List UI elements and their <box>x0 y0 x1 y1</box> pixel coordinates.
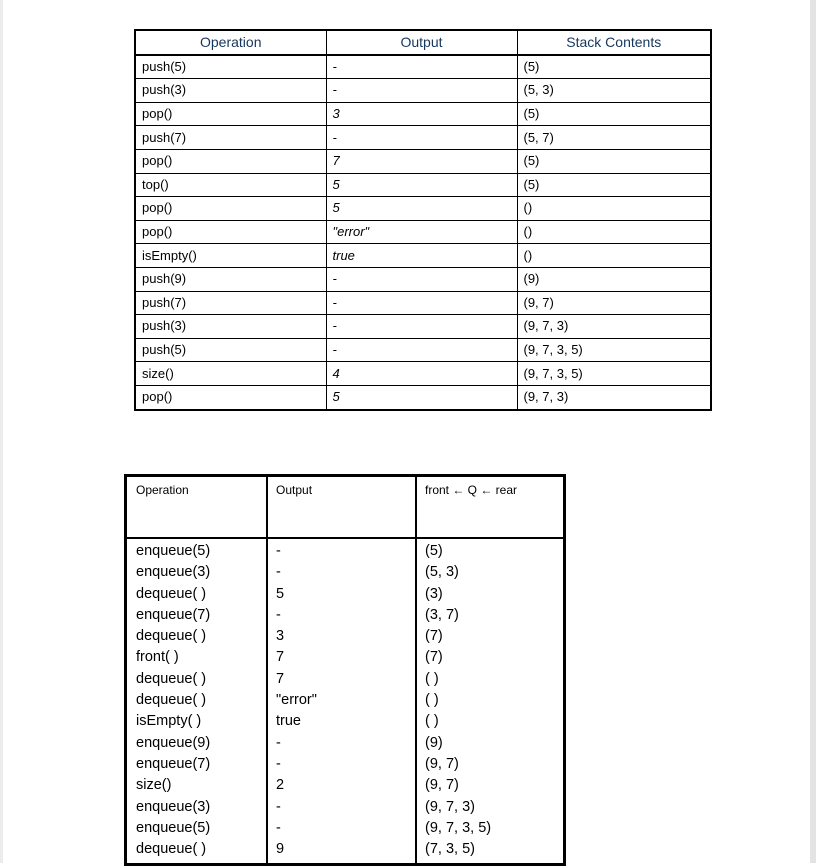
stack-operations-table <box>134 29 712 411</box>
queue-cell-output: - <box>276 798 281 815</box>
table-row <box>135 244 711 268</box>
queue-output-column <box>276 541 317 860</box>
table-row <box>135 55 711 79</box>
stack-cell-out: 4 <box>326 362 517 386</box>
queue-column-divider <box>415 477 417 863</box>
table-row <box>135 338 711 362</box>
queue-cell-output: - <box>276 755 281 772</box>
queue-column-divider <box>266 477 268 863</box>
stack-cell-out: - <box>326 55 517 79</box>
queue-cell-contents: (9, 7, 3, 5) <box>425 819 492 836</box>
stack-cell-contents: (9, 7, 3, 5) <box>517 338 711 362</box>
queue-operations-table <box>124 474 566 866</box>
queue-operation-column <box>136 541 210 860</box>
queue-cell-operation: front( ) <box>136 649 179 666</box>
queue-cell-output: 5 <box>276 585 285 602</box>
queue-cell-operation: enqueue(3) <box>136 798 211 815</box>
stack-cell-op: push(3) <box>135 315 326 339</box>
stack-header-row <box>135 30 711 55</box>
stack-cell-contents: (9, 7, 3, 5) <box>517 362 711 386</box>
queue-header-output: Output <box>276 483 313 497</box>
stack-cell-contents: () <box>517 197 711 221</box>
queue-cell-contents: (7) <box>425 628 443 645</box>
queue-cell-output: - <box>276 606 281 623</box>
queue-cell-contents: ( ) <box>425 670 439 687</box>
stack-cell-contents: (5, 7) <box>517 126 711 150</box>
stack-cell-out: - <box>326 267 517 291</box>
stack-cell-out: 7 <box>326 149 517 173</box>
stack-cell-contents: (5, 3) <box>517 79 711 103</box>
queue-cell-contents: (3, 7) <box>425 606 459 623</box>
stack-cell-contents: (5) <box>517 55 711 79</box>
queue-cell-operation: dequeue( ) <box>136 692 207 709</box>
stack-cell-op: push(9) <box>135 267 326 291</box>
page-edge-left <box>0 0 3 863</box>
stack-cell-out: 5 <box>326 197 517 221</box>
stack-cell-out: - <box>326 291 517 315</box>
queue-cell-output: 7 <box>276 649 285 666</box>
stack-cell-contents: (9) <box>517 267 711 291</box>
table-row <box>135 385 711 409</box>
table-row <box>135 267 711 291</box>
table-row <box>135 362 711 386</box>
queue-cell-operation: dequeue( ) <box>136 670 207 687</box>
stack-cell-op: size() <box>135 362 326 386</box>
queue-cell-operation: dequeue( ) <box>136 841 207 858</box>
stack-cell-out: 5 <box>326 385 517 409</box>
stack-cell-op: pop() <box>135 149 326 173</box>
queue-cell-operation: enqueue(7) <box>136 606 211 623</box>
queue-cell-output: - <box>276 734 281 751</box>
queue-cell-contents: ( ) <box>425 713 439 730</box>
queue-cell-output: 7 <box>276 670 285 687</box>
queue-cell-contents: (3) <box>425 585 443 602</box>
queue-cell-contents: (7) <box>425 649 443 666</box>
queue-cell-contents: (9, 7) <box>425 755 459 772</box>
stack-cell-out: 5 <box>326 173 517 197</box>
stack-cell-contents: (9, 7, 3) <box>517 385 711 409</box>
table-row <box>135 197 711 221</box>
stack-cell-out: - <box>326 315 517 339</box>
stack-cell-contents: (5) <box>517 102 711 126</box>
queue-header-divider <box>127 537 563 539</box>
queue-cell-output: "error" <box>276 692 317 709</box>
queue-cell-operation: enqueue(9) <box>136 734 211 751</box>
table-row <box>135 315 711 339</box>
stack-cell-op: pop() <box>135 385 326 409</box>
stack-cell-op: pop() <box>135 220 326 244</box>
queue-cell-operation: dequeue( ) <box>136 628 207 645</box>
queue-cell-contents: (7, 3, 5) <box>425 841 475 858</box>
queue-header-contents: front ← Q ← rear <box>425 483 518 497</box>
table-row <box>135 291 711 315</box>
stack-cell-op: push(3) <box>135 79 326 103</box>
stack-cell-out: - <box>326 338 517 362</box>
stack-cell-contents: (5) <box>517 173 711 197</box>
queue-cell-operation: enqueue(7) <box>136 755 211 772</box>
stack-cell-op: pop() <box>135 102 326 126</box>
stack-cell-out: "error" <box>326 220 517 244</box>
queue-cell-output: - <box>276 819 281 836</box>
stack-cell-op: push(5) <box>135 338 326 362</box>
queue-cell-operation: isEmpty( ) <box>136 713 202 730</box>
stack-cell-contents: () <box>517 244 711 268</box>
queue-contents-column <box>425 541 491 860</box>
queue-cell-operation: dequeue( ) <box>136 585 207 602</box>
table-row <box>135 149 711 173</box>
stack-cell-out: - <box>326 79 517 103</box>
table-row <box>135 126 711 150</box>
queue-cell-output: true <box>276 713 301 730</box>
stack-table-body <box>135 55 711 410</box>
stack-cell-contents: (5) <box>517 149 711 173</box>
queue-cell-operation: enqueue(5) <box>136 543 211 559</box>
stack-cell-op: top() <box>135 173 326 197</box>
queue-cell-contents: (9) <box>425 734 443 751</box>
stack-cell-contents: (9, 7) <box>517 291 711 315</box>
queue-header-operation: Operation <box>136 483 189 497</box>
queue-cell-operation: size() <box>136 777 172 794</box>
stack-cell-out: true <box>326 244 517 268</box>
queue-cell-operation: enqueue(5) <box>136 819 211 836</box>
stack-header-operation: Operation <box>135 30 326 55</box>
stack-cell-op: push(5) <box>135 55 326 79</box>
table-row <box>135 173 711 197</box>
table-row <box>135 220 711 244</box>
queue-cell-output: 3 <box>276 628 285 645</box>
stack-cell-contents: () <box>517 220 711 244</box>
stack-header-contents: Stack Contents <box>517 30 711 55</box>
queue-cell-operation: enqueue(3) <box>136 564 211 581</box>
queue-cell-output: - <box>276 564 281 581</box>
queue-cell-output: - <box>276 543 281 559</box>
stack-cell-op: push(7) <box>135 126 326 150</box>
stack-cell-out: - <box>326 126 517 150</box>
queue-cell-output: 2 <box>276 777 285 794</box>
table-row <box>135 79 711 103</box>
queue-cell-contents: (9, 7, 3) <box>425 798 475 815</box>
stack-cell-out: 3 <box>326 102 517 126</box>
stack-cell-op: isEmpty() <box>135 244 326 268</box>
queue-cell-output: 9 <box>276 841 285 858</box>
queue-cell-contents: (5, 3) <box>425 564 459 581</box>
queue-cell-contents: ( ) <box>425 692 439 709</box>
stack-cell-op: push(7) <box>135 291 326 315</box>
page-edge-right <box>810 0 816 863</box>
queue-cell-contents: (5) <box>425 543 443 559</box>
table-row <box>135 102 711 126</box>
stack-cell-op: pop() <box>135 197 326 221</box>
stack-header-output: Output <box>326 30 517 55</box>
stack-cell-contents: (9, 7, 3) <box>517 315 711 339</box>
queue-cell-contents: (9, 7) <box>425 777 459 794</box>
